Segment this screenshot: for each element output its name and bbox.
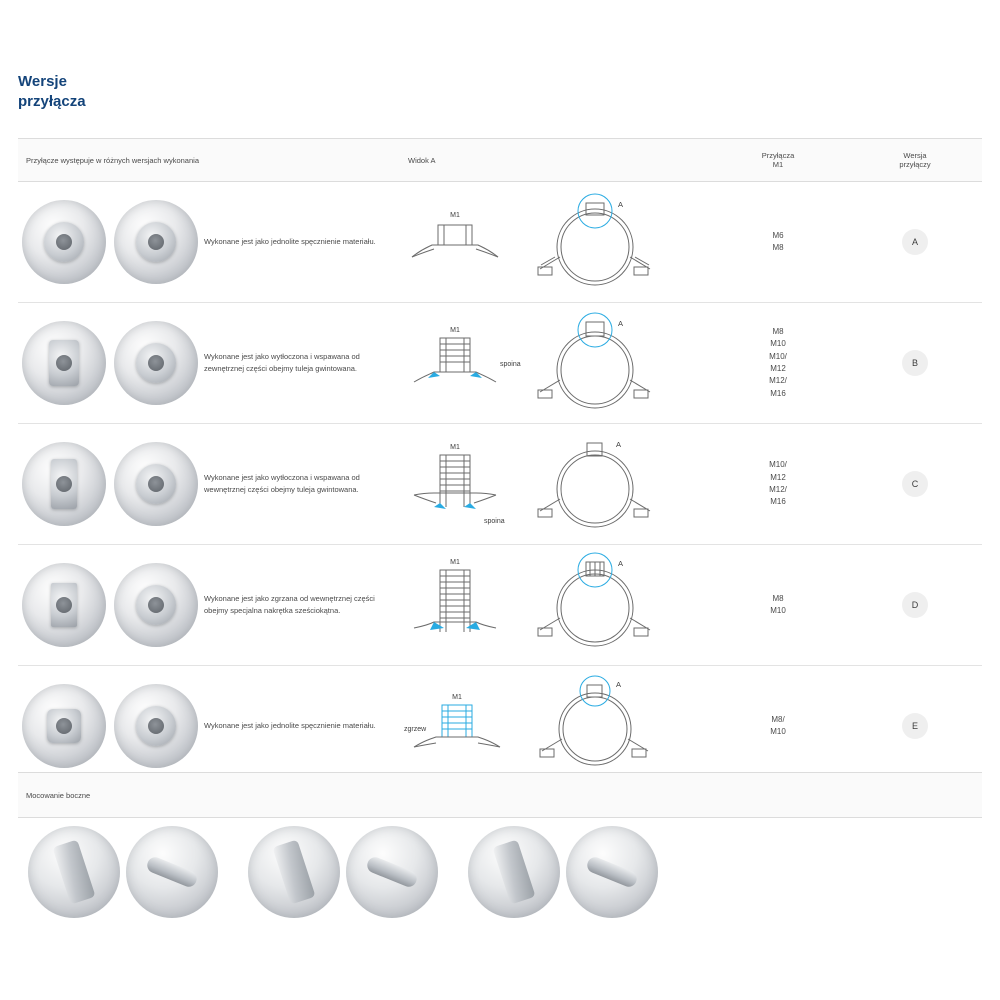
version-badge: A	[902, 229, 928, 255]
column-header-m1	[708, 139, 848, 182]
m1-value: M10	[770, 727, 786, 736]
drawing-label-m1: M1	[450, 559, 460, 566]
table-row	[18, 666, 982, 787]
table-row	[18, 182, 982, 303]
m1-value: M12	[770, 472, 786, 482]
side-mount-photo	[346, 826, 438, 918]
page-title-line2: przyłącza	[18, 93, 86, 111]
product-photo	[22, 563, 106, 647]
m1-cell	[708, 545, 848, 666]
m1-value: M16	[770, 497, 786, 507]
drawing-note: zgrzew	[404, 726, 427, 733]
photo-pair	[18, 200, 198, 284]
side-mount-photo	[468, 826, 560, 918]
version-cell	[848, 545, 982, 666]
m1-value: M8/	[771, 714, 785, 724]
table-header-row	[18, 139, 982, 182]
m1-value: M6	[772, 230, 784, 240]
row-description: Wykonane jest jako jednolite spęcznienie materiału.	[204, 720, 376, 730]
m1-value: M12	[770, 364, 786, 373]
detail-highlight-circle	[580, 676, 610, 706]
photo-pair	[18, 321, 198, 405]
product-photo	[114, 442, 198, 526]
version-cell	[848, 424, 982, 545]
drawing-cell	[400, 182, 708, 303]
product-photo	[22, 684, 106, 768]
version-badge: C	[902, 471, 928, 497]
m1-value: M8	[772, 593, 784, 603]
column-header-version-line1: Wersja	[903, 151, 927, 160]
drawing-label-a: A	[616, 680, 622, 689]
m1-value: M10	[770, 339, 786, 349]
column-header-view: Widok A	[400, 139, 708, 182]
m1-cell	[708, 303, 848, 424]
m1-value: M10	[770, 606, 786, 615]
description-cell	[198, 182, 400, 303]
m1-value: M12/	[769, 485, 787, 494]
technical-drawing	[400, 187, 700, 297]
version-cell	[848, 182, 982, 303]
technical-drawing	[400, 550, 700, 660]
table-body	[18, 182, 982, 787]
drawing-label-a: A	[618, 200, 624, 209]
photo-pair	[18, 563, 198, 647]
side-mount-photo	[566, 826, 658, 918]
table-row	[18, 424, 982, 545]
photo-cell	[18, 424, 198, 545]
photo-pair	[18, 684, 198, 768]
m1-value: M10/	[769, 351, 787, 361]
row-description: Wykonane jest jako jednolite spęcznienie materiału.	[204, 236, 376, 246]
row-description: Wykonane jest jako wytłoczona i wspawana od zewnętrznej części obejmy tuleja gwintowana.	[204, 351, 360, 373]
column-header-version	[848, 139, 982, 182]
drawing-label-a: A	[618, 319, 624, 328]
version-badge: E	[902, 713, 928, 739]
table-row	[18, 545, 982, 666]
column-header-m1-line2: M1	[772, 160, 784, 169]
table-header	[18, 139, 982, 182]
drawing-note: spoina	[484, 518, 505, 525]
product-photo	[114, 321, 198, 405]
product-photo	[114, 200, 198, 284]
photo-pair	[18, 442, 198, 526]
side-mount-photo	[248, 826, 340, 918]
table-row	[18, 303, 982, 424]
row-description: Wykonane jest jako wytłoczona i wspawana od wewnętrznej części obejmy tuleja gwintowana.	[204, 472, 360, 494]
m1-cell	[708, 182, 848, 303]
product-photo	[114, 563, 198, 647]
product-photo	[22, 321, 106, 405]
drawing-label-m1: M1	[450, 212, 460, 219]
side-mount-photo	[28, 826, 120, 918]
drawing-cell	[400, 303, 708, 424]
photo-cell	[18, 545, 198, 666]
description-cell	[198, 424, 400, 545]
description-cell	[198, 303, 400, 424]
description-cell	[198, 545, 400, 666]
detail-highlight-circle	[578, 313, 612, 347]
column-header-description: Przyłącze występuje w różnych wersjach wykonania	[18, 139, 400, 182]
product-photo	[22, 442, 106, 526]
version-badge: B	[902, 350, 928, 376]
row-description: Wykonane jest jako zgrzana od wewnętrznej części obejmy specjalna nakrętka sześciokątna.	[204, 593, 375, 615]
drawing-label-m1: M1	[452, 694, 462, 701]
version-cell	[848, 303, 982, 424]
technical-drawing	[400, 308, 700, 418]
technical-drawing	[400, 429, 700, 539]
column-header-m1-line1: Przyłącza	[761, 151, 795, 160]
page-title-line1: Wersje	[18, 73, 67, 90]
drawing-note: spoina	[500, 361, 521, 368]
drawing-cell	[400, 666, 708, 787]
side-mount-photo	[126, 826, 218, 918]
column-header-version-line2: przyłączy	[899, 160, 931, 169]
m1-value: M12/	[769, 376, 787, 386]
drawing-label-a: A	[616, 440, 622, 449]
m1-cell	[708, 666, 848, 787]
m1-value: M8	[772, 326, 784, 336]
drawing-cell	[400, 424, 708, 545]
drawing-label-m1: M1	[450, 327, 460, 334]
version-cell	[848, 666, 982, 787]
drawing-label-a: A	[618, 559, 624, 568]
drawing-label-m1: M1	[450, 444, 460, 451]
technical-drawing	[400, 671, 700, 781]
product-photo	[114, 684, 198, 768]
drawing-cell	[400, 545, 708, 666]
photo-cell	[18, 303, 198, 424]
photo-cell	[18, 666, 198, 787]
m1-value: M8	[772, 243, 784, 252]
side-mount-header	[18, 772, 982, 818]
side-mount-header-label: Mocowanie boczne	[26, 790, 91, 800]
version-badge: D	[902, 592, 928, 618]
description-cell	[198, 666, 400, 787]
page-title	[18, 72, 86, 113]
m1-cell	[708, 424, 848, 545]
m1-value: M16	[770, 388, 786, 398]
side-mount-photo-row	[28, 826, 658, 918]
photo-cell	[18, 182, 198, 303]
m1-value: M10/	[769, 460, 787, 470]
versions-table	[18, 138, 982, 787]
product-photo	[22, 200, 106, 284]
